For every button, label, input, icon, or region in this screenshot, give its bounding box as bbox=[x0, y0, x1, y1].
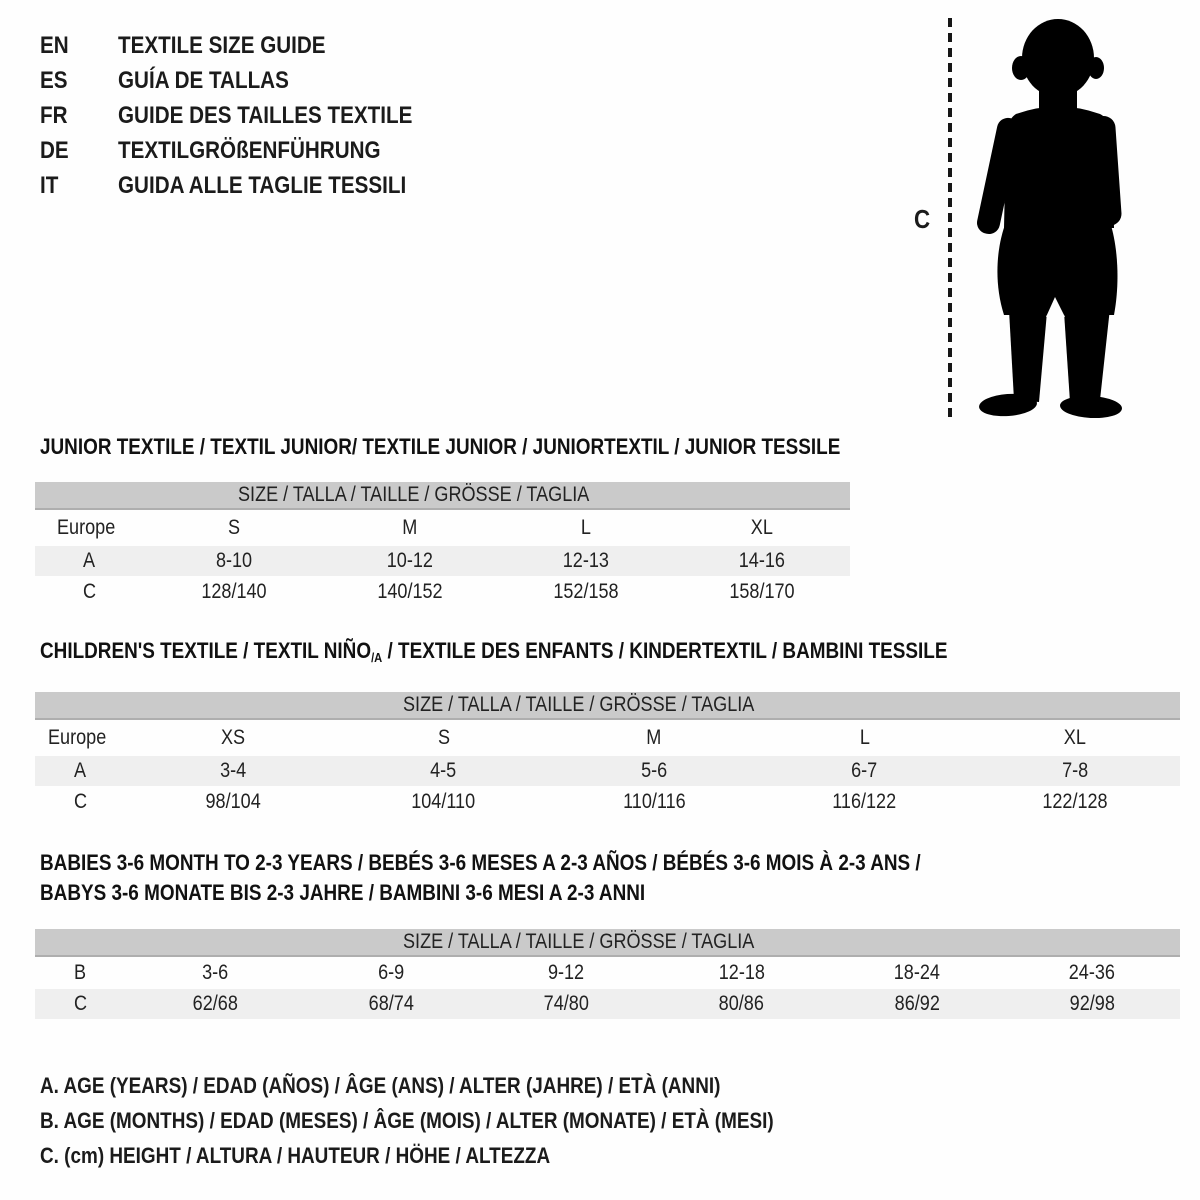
months-cell: 12-18 bbox=[718, 961, 765, 984]
height-cell: 74/80 bbox=[479, 989, 654, 1019]
height-measure-dashed-line bbox=[948, 18, 952, 417]
months-cell: 9-12 bbox=[548, 961, 585, 984]
height-cell: 158/170 bbox=[729, 580, 795, 603]
language-row-fr bbox=[40, 98, 460, 133]
table-row-age bbox=[35, 546, 850, 576]
babies-section-title: BABIES 3-6 MONTH TO 2-3 YEARS / BEBÉS 3-6 MESES A 2-3 AÑOS / BÉBÉS 3-6 MOIS À 2-3 ANS / BABYS 3-6 MONATE BIS 2-3 JAHRE / BAMBINI 3-6 MESI A 2-3 ANNI bbox=[40, 850, 921, 905]
size-cell: L bbox=[580, 516, 592, 539]
language-code: FR bbox=[40, 102, 68, 129]
junior-section-title: JUNIOR TEXTILE / TEXTIL JUNIOR/ TEXTILE JUNIOR / JUNIORTEXTIL / JUNIOR TESSILE bbox=[40, 434, 841, 459]
age-cell: 3-4 bbox=[128, 756, 338, 786]
table-row-months bbox=[35, 956, 1180, 989]
height-cell: 86/92 bbox=[829, 989, 1004, 1019]
size-header-row bbox=[35, 692, 1180, 719]
size-cell: S bbox=[437, 726, 450, 749]
age-cell: 8-10 bbox=[146, 546, 322, 576]
size-header-bar: SIZE / TALLA / TAILLE / GRÖSSE / TAGLIA bbox=[35, 482, 850, 509]
height-cell: 122/128 bbox=[1042, 790, 1108, 813]
language-row-en bbox=[40, 28, 460, 63]
height-cell: 140/152 bbox=[377, 580, 443, 603]
size-header-bar: SIZE / TALLA / TAILLE / GRÖSSE / TAGLIA bbox=[35, 929, 1180, 956]
legend bbox=[40, 1068, 893, 1173]
size-cell: S bbox=[227, 516, 241, 539]
months-cell: 24-36 bbox=[1069, 961, 1116, 984]
row-label: B bbox=[74, 961, 87, 984]
row-label: C bbox=[35, 989, 128, 1019]
legend-line-b: B. AGE (MONTHS) / EDAD (MESES) / ÂGE (MOIS) / ALTER (MONATE) / ETÀ (MESI) bbox=[40, 1108, 774, 1133]
height-measure-label: C bbox=[914, 204, 931, 234]
language-title: GUÍA DE TALLAS bbox=[118, 67, 289, 94]
table-row-europe bbox=[35, 719, 1180, 756]
height-cell: 110/116 bbox=[622, 790, 686, 813]
height-cell: 62/68 bbox=[128, 989, 303, 1019]
babies-size-table bbox=[35, 929, 1180, 1019]
height-cell: 104/110 bbox=[411, 790, 476, 813]
size-cell: XL bbox=[1063, 726, 1086, 749]
row-label: A bbox=[35, 756, 128, 786]
language-code: DE bbox=[40, 137, 69, 164]
language-title: TEXTILE SIZE GUIDE bbox=[118, 32, 326, 59]
language-title: GUIDE DES TAILLES TEXTILE bbox=[118, 102, 413, 129]
height-cell: 116/122 bbox=[832, 790, 897, 813]
size-cell: XS bbox=[221, 726, 246, 749]
height-cell: 68/74 bbox=[303, 989, 478, 1019]
language-list bbox=[40, 28, 460, 203]
size-header-row bbox=[35, 929, 1180, 956]
size-header-row bbox=[35, 482, 850, 509]
age-cell: 10-12 bbox=[322, 546, 498, 576]
row-label: C bbox=[82, 580, 96, 603]
nino-a-subscript: /A bbox=[371, 650, 383, 665]
row-label: Europe bbox=[47, 726, 106, 749]
row-label: A bbox=[35, 546, 146, 576]
height-cell: 80/86 bbox=[654, 989, 829, 1019]
row-label: Europe bbox=[56, 516, 115, 539]
language-row-it bbox=[40, 168, 460, 203]
age-cell: 14-16 bbox=[674, 546, 850, 576]
junior-size-table bbox=[35, 482, 850, 608]
table-row-height bbox=[35, 576, 850, 608]
language-row-es bbox=[40, 63, 460, 98]
age-cell: 12-13 bbox=[498, 546, 674, 576]
height-cell: 152/158 bbox=[553, 580, 619, 603]
height-cell: 98/104 bbox=[205, 790, 261, 813]
toddler-silhouette-icon bbox=[963, 16, 1138, 418]
size-cell: M bbox=[646, 726, 662, 749]
legend-line-c: C. (cm) HEIGHT / ALTURA / HAUTEUR / HÖHE / ALTEZZA bbox=[40, 1143, 551, 1168]
table-row-height bbox=[35, 786, 1180, 818]
language-row-de bbox=[40, 133, 460, 168]
age-cell: 5-6 bbox=[549, 756, 759, 786]
table-row-height bbox=[35, 989, 1180, 1019]
language-title: GUIDA ALLE TAGLIE TESSILI bbox=[118, 172, 407, 199]
size-cell: L bbox=[859, 726, 870, 749]
age-cell: 4-5 bbox=[338, 756, 548, 786]
months-cell: 6-9 bbox=[377, 961, 405, 984]
language-code: IT bbox=[40, 172, 59, 199]
size-header-bar: SIZE / TALLA / TAILLE / GRÖSSE / TAGLIA bbox=[35, 692, 1180, 719]
table-row-age bbox=[35, 756, 1180, 786]
language-code: EN bbox=[40, 32, 69, 59]
language-title: TEXTILGRÖßENFÜHRUNG bbox=[118, 137, 381, 164]
age-cell: 7-8 bbox=[970, 756, 1180, 786]
size-cell: XL bbox=[750, 516, 774, 539]
children-size-table bbox=[35, 692, 1180, 818]
height-cell: 128/140 bbox=[201, 580, 267, 603]
age-cell: 6-7 bbox=[759, 756, 969, 786]
size-cell: M bbox=[402, 516, 418, 539]
months-cell: 18-24 bbox=[893, 961, 941, 984]
children-section-title: CHILDREN'S TEXTILE / TEXTIL NIÑO/A / TEXTILE DES ENFANTS / KINDERTEXTIL / BAMBINI TESSILE bbox=[40, 638, 948, 665]
months-cell: 3-6 bbox=[202, 961, 229, 984]
row-label: C bbox=[73, 790, 87, 813]
table-row-europe bbox=[35, 509, 850, 546]
height-cell: 92/98 bbox=[1005, 989, 1180, 1019]
legend-line-a: A. AGE (YEARS) / EDAD (AÑOS) / ÂGE (ANS) / ALTER (JAHRE) / ETÀ (ANNI) bbox=[40, 1073, 721, 1098]
language-code: ES bbox=[40, 67, 68, 94]
